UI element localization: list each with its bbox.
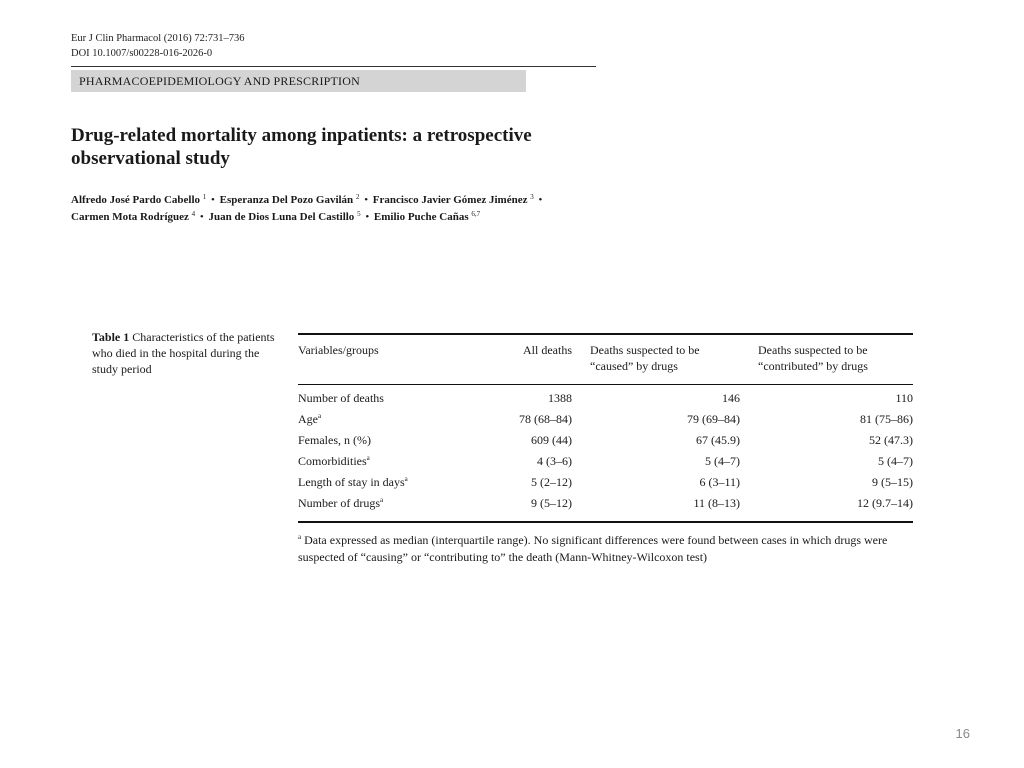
cell-contributed: 9 (5–15)	[872, 475, 913, 489]
table-caption-text: Characteristics of the patients who died in the hospital during the study period	[92, 330, 275, 376]
table-bottom-rule	[298, 521, 913, 523]
header-rule	[71, 66, 596, 67]
table-caption	[92, 329, 282, 377]
cell-contributed: 5 (4–7)	[878, 454, 913, 468]
table-row	[298, 472, 913, 493]
author-separator: •	[538, 194, 543, 206]
author-separator: •	[199, 211, 204, 223]
cell-caused: 6 (3–11)	[699, 475, 740, 489]
header-variables: Variables/groups	[298, 343, 379, 357]
author-name: Emilio Puche Cañas	[373, 211, 469, 223]
row-label	[298, 383, 468, 409]
author-affiliation: 4	[191, 210, 196, 218]
row-label-text: Number of drugs	[298, 496, 380, 510]
article-title: Drug-related mortality among inpatients: a retrospective observational study	[71, 125, 532, 169]
cell-all-deaths: 78 (68–84)	[519, 412, 572, 426]
header-contributed-by-drugs: Deaths suspected to be “contributed” by drugs	[758, 343, 868, 373]
author-name: Alfredo José Pardo Cabello	[71, 194, 201, 206]
journal-doi: DOI 10.1007/s00228-016-2026-0	[71, 48, 213, 59]
section-label: PHARMACOEPIDEMIOLOGY AND PRESCRIPTION	[71, 70, 526, 92]
table-row	[298, 383, 913, 409]
cell-caused: 67 (45.9)	[696, 433, 740, 447]
table-header-row	[298, 336, 913, 383]
header-all-deaths: All deaths	[523, 343, 572, 357]
footnote-marker: a	[404, 475, 408, 483]
author-name: Juan de Dios Luna Del Castillo	[208, 211, 355, 223]
row-label-text: Number of deaths	[298, 391, 384, 405]
row-label	[298, 451, 468, 472]
cell-contributed: 52 (47.3)	[869, 433, 913, 447]
table-label: Table 1	[92, 330, 130, 344]
author-name: Francisco Javier Gómez Jiménez	[372, 194, 528, 206]
row-label-text: Comorbidities	[298, 454, 367, 468]
cell-all-deaths: 9 (5–12)	[531, 496, 572, 510]
table-row	[298, 430, 913, 451]
footnote-marker: a	[366, 454, 370, 462]
cell-caused: 79 (69–84)	[687, 412, 740, 426]
row-label-text: Age	[298, 412, 318, 426]
row-label	[298, 430, 468, 451]
cell-all-deaths: 5 (2–12)	[531, 475, 572, 489]
author-affiliation: 1	[202, 193, 207, 201]
table-footnote	[298, 532, 918, 566]
row-label	[298, 472, 468, 493]
characteristics-table	[298, 336, 913, 514]
table-row	[298, 451, 913, 472]
author-affiliation: 3	[530, 193, 534, 201]
row-label	[298, 409, 468, 430]
footnote-marker: a	[298, 533, 302, 541]
footnote-marker: a	[318, 412, 322, 420]
author-affiliation: 2	[355, 193, 360, 201]
page-number: 16	[955, 726, 970, 741]
cell-caused: 11 (8–13)	[693, 496, 740, 510]
cell-contributed: 110	[895, 391, 913, 405]
footnote-marker: a	[379, 496, 384, 504]
author-list	[71, 192, 631, 226]
cell-all-deaths: 609 (44)	[531, 433, 572, 447]
author-separator: •	[365, 211, 370, 223]
author-name: Carmen Mota Rodríguez	[71, 211, 189, 223]
cell-all-deaths: 1388	[548, 391, 572, 405]
row-label-text: Females, n (%)	[298, 433, 371, 447]
cell-contributed: 81 (75–86)	[860, 412, 913, 426]
table-row	[298, 409, 913, 430]
author-affiliation: 5	[357, 210, 361, 218]
cell-all-deaths: 4 (3–6)	[537, 454, 572, 468]
cell-caused: 146	[722, 391, 740, 405]
author-affiliation: 6,7	[471, 210, 481, 218]
table-top-rule	[298, 333, 913, 335]
table-row	[298, 493, 913, 514]
header-caused-by-drugs: Deaths suspected to be “caused” by drugs	[590, 343, 700, 373]
cell-caused: 5 (4–7)	[705, 454, 740, 468]
cell-contributed: 12 (9.7–14)	[857, 496, 913, 510]
author-separator: •	[211, 194, 215, 206]
author-separator: •	[364, 194, 369, 206]
row-label	[298, 493, 468, 514]
row-label-text: Length of stay in days	[298, 475, 405, 489]
author-name: Esperanza Del Pozo Gavilán	[219, 194, 354, 206]
journal-citation: Eur J Clin Pharmacol (2016) 72:731–736	[71, 33, 245, 44]
footnote-text: Data expressed as median (interquartile range). No significant differences were found between cases in which drugs were suspected of “causing” or “contributing to” the death (Mann-Whitney-Wilcoxon test)	[298, 533, 888, 564]
